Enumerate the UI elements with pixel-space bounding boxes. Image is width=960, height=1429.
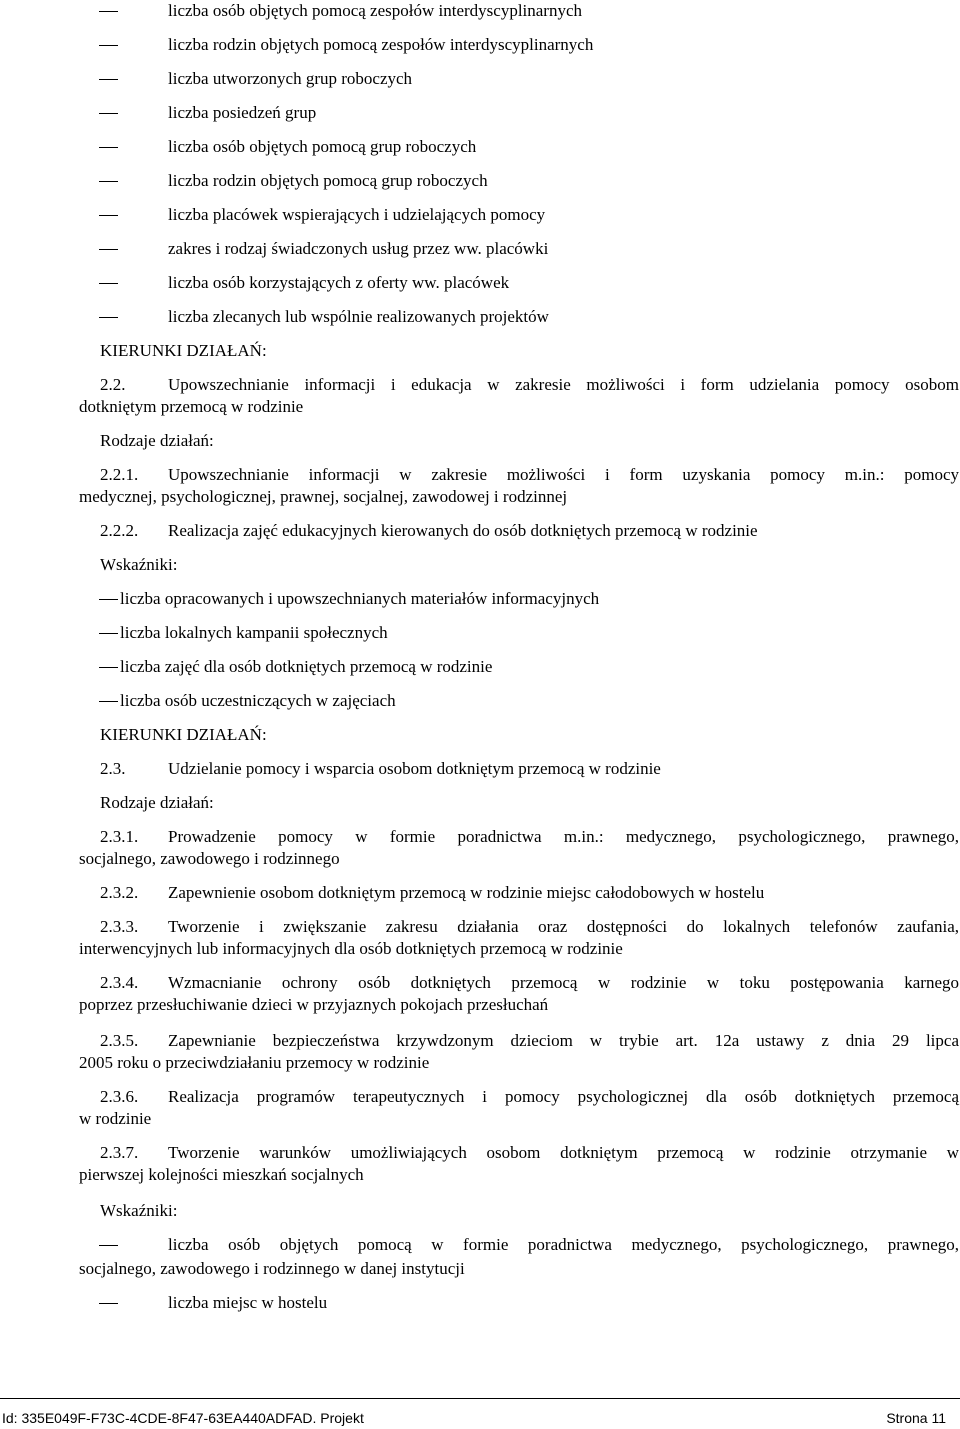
- subheading: Rodzaje działań:: [100, 431, 214, 450]
- list-item: liczba rodzin objętych pomocą grup roboczych: [168, 171, 488, 190]
- item-text-line: Prowadzenie pomocy w formie poradnictwa m.in.: medycznego, psychologicznego, prawnego,: [168, 827, 959, 846]
- section-title-line: Udzielanie pomocy i wsparcia osobom dotkniętym przemocą w rodzinie: [168, 759, 661, 778]
- dash-bullet: [99, 317, 118, 318]
- dash-bullet: [99, 113, 118, 114]
- item-text-line: 2005 roku o przeciwdziałaniu przemocy w rodzinie: [79, 1053, 430, 1072]
- list-item: liczba osób korzystających z oferty ww. placówek: [168, 273, 510, 292]
- section-number: 2.3.: [100, 759, 126, 778]
- dash-bullet: [99, 283, 118, 284]
- item-text-line: Upowszechnianie informacji w zakresie możliwości i form uzyskania pomocy m.in.: pomocy: [168, 465, 959, 484]
- item-number: 2.2.1.: [100, 465, 139, 484]
- footer-document-id: Id: 335E049F-F73C-4CDE-8F47-63EA440ADFAD. Projekt: [2, 1410, 364, 1426]
- list-item: liczba posiedzeń grup: [168, 103, 317, 122]
- item-text-line: Tworzenie warunków umożliwiających osobom dotkniętym przemocą w rodzinie otrzymanie w: [168, 1143, 959, 1162]
- list-item: zakres i rodzaj świadczonych usług przez ww. placówki: [168, 239, 549, 258]
- dash-bullet: [99, 667, 118, 668]
- item-text-line: Tworzenie i zwiększanie zakresu działania oraz dostępności do lokalnych telefonów zaufania,: [168, 917, 959, 936]
- dash-bullet: [99, 215, 118, 216]
- subheading: Wskaźniki:: [100, 1201, 178, 1220]
- item-number: 2.3.3.: [100, 917, 139, 936]
- dash-bullet: [99, 701, 118, 702]
- item-text-line: poprzez przesłuchiwanie dzieci w przyjaznych pokojach przesłuchań: [79, 995, 549, 1014]
- dash-bullet: [99, 147, 118, 148]
- list-item: liczba osób objętych pomocą w formie poradnictwa medycznego, psychologicznego, prawnego,: [168, 1235, 959, 1254]
- item-number: 2.3.6.: [100, 1087, 139, 1106]
- section-heading: KIERUNKI DZIAŁAŃ:: [100, 341, 267, 360]
- dash-bullet: [99, 1245, 118, 1246]
- item-number: 2.3.5.: [100, 1031, 139, 1050]
- item-text-line: Realizacja zajęć edukacyjnych kierowanych do osób dotkniętych przemocą w rodzinie: [168, 521, 758, 540]
- dash-bullet: [99, 79, 118, 80]
- item-text-line: socjalnego, zawodowego i rodzinnego: [79, 849, 340, 868]
- section-title-line: Upowszechnianie informacji i edukacja w zakresie możliwości i form udzielania pomocy osobom: [168, 375, 959, 394]
- dash-bullet: [99, 11, 118, 12]
- item-text-line: medycznej, psychologicznej, prawnej, socjalnej, zawodowej i rodzinnej: [79, 487, 568, 506]
- list-item: liczba osób objętych pomocą grup roboczych: [168, 137, 477, 156]
- item-text-line: Realizacja programów terapeutycznych i pomocy psychologicznej dla osób dotkniętych przemocą: [168, 1087, 959, 1106]
- section-number: 2.2.: [100, 375, 126, 394]
- dash-bullet: [99, 633, 118, 634]
- list-item: liczba opracowanych i upowszechnianych materiałów informacyjnych: [120, 589, 600, 608]
- list-item: liczba zlecanych lub wspólnie realizowanych projektów: [168, 307, 549, 326]
- list-item: liczba placówek wspierających i udzielających pomocy: [168, 205, 546, 224]
- subheading: Wskaźniki:: [100, 555, 178, 574]
- list-item: liczba zajęć dla osób dotkniętych przemocą w rodzinie: [120, 657, 493, 676]
- list-item: liczba miejsc w hostelu: [168, 1293, 328, 1312]
- section-title-line: dotkniętym przemocą w rodzinie: [79, 397, 304, 416]
- item-number: 2.3.2.: [100, 883, 139, 902]
- item-text-line: Zapewnianie bezpieczeństwa krzywdzonym dzieciom w trybie art. 12a ustawy z dnia 29 lipca: [168, 1031, 959, 1050]
- dash-bullet: [99, 599, 118, 600]
- list-item: liczba osób objętych pomocą zespołów interdyscyplinarnych: [168, 1, 583, 20]
- section-heading: KIERUNKI DZIAŁAŃ:: [100, 725, 267, 744]
- item-number: 2.2.2.: [100, 521, 139, 540]
- dash-bullet: [99, 1303, 118, 1304]
- list-item: liczba rodzin objętych pomocą zespołów interdyscyplinarnych: [168, 35, 594, 54]
- list-item: liczba osób uczestniczących w zajęciach: [120, 691, 396, 710]
- list-item: liczba lokalnych kampanii społecznych: [120, 623, 388, 642]
- dash-bullet: [99, 45, 118, 46]
- footer-rule: [0, 1398, 960, 1399]
- subheading: Rodzaje działań:: [100, 793, 214, 812]
- item-text-line: interwencyjnych lub informacyjnych dla osób dotkniętych przemocą w rodzinie: [79, 939, 623, 958]
- item-text-line: w rodzinie: [79, 1109, 152, 1128]
- item-number: 2.3.1.: [100, 827, 139, 846]
- item-number: 2.3.4.: [100, 973, 139, 992]
- item-text-line: Wzmacnianie ochrony osób dotkniętych przemocą w rodzinie w toku postępowania karnego: [168, 973, 959, 992]
- footer-page-number: Strona 11: [886, 1410, 946, 1426]
- list-item: liczba utworzonych grup roboczych: [168, 69, 413, 88]
- list-item: socjalnego, zawodowego i rodzinnego w danej instytucji: [79, 1259, 465, 1278]
- item-text-line: pierwszej kolejności mieszkań socjalnych: [79, 1165, 364, 1184]
- item-number: 2.3.7.: [100, 1143, 139, 1162]
- dash-bullet: [99, 181, 118, 182]
- item-text-line: Zapewnienie osobom dotkniętym przemocą w rodzinie miejsc całodobowych w hostelu: [168, 883, 765, 902]
- dash-bullet: [99, 249, 118, 250]
